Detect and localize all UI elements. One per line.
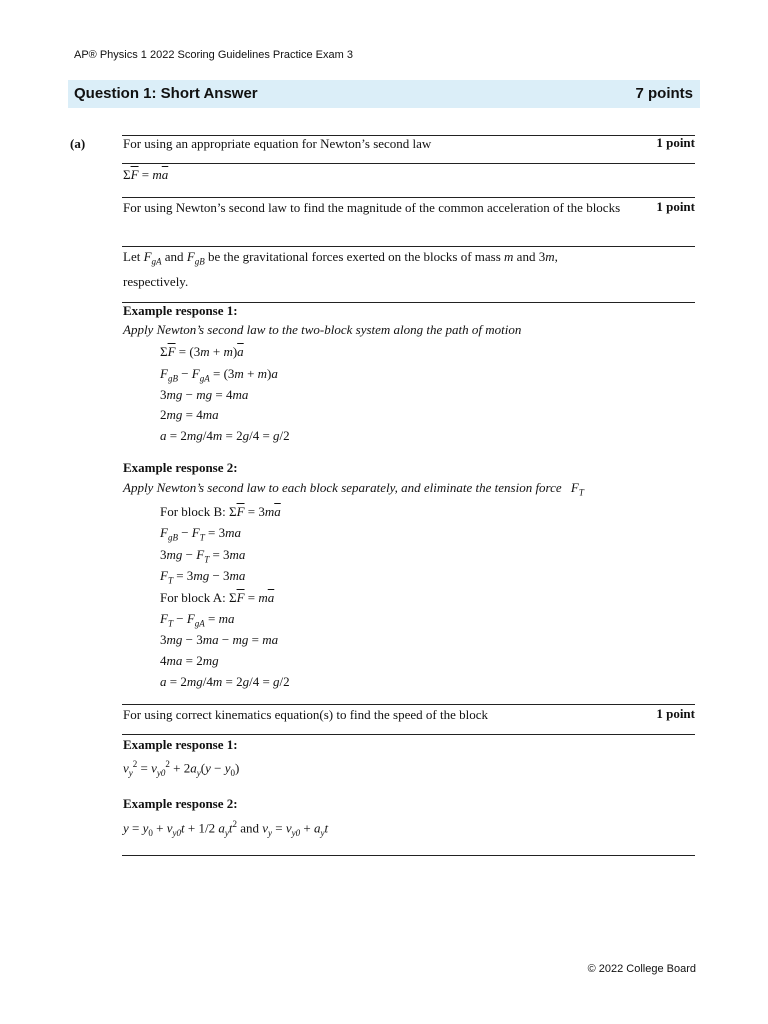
criterion-1-text: For using an appropriate equation for Newton’s second law [123,136,432,151]
divider [122,197,695,198]
divider [122,734,695,735]
definition-text-b: respectively. [123,274,189,289]
equation: 4ma = 2mg [160,653,219,668]
equation: $y = y_0 + v_{y0}t + 1/2$ $a_yt^2$ and $v_y = v_{y0} + a_yt$ [123,819,329,838]
criterion-3-points: 1 point [656,706,695,721]
kinematics-example-2-label: Example response 2: [123,796,238,811]
example-2-description-line: Apply Newton’s second law to each block separately, and eliminate the tension force $F_T$ [123,480,584,498]
definition-text: Let $F_{gA}$ and $F_{gB}$ be the gravitational forces exerted on the blocks of mass m and 3m, [123,249,558,267]
question-points: 7 points [635,85,693,102]
part-label: (a) [70,136,86,151]
equation: 3mg − 3ma − mg = ma [160,632,279,647]
example-1-description: Apply Newton’s second law to the two-block system along the path of motion [123,322,522,337]
page-header: AP® Physics 1 2022 Scoring Guidelines Practice Exam 3 [74,49,353,61]
equation: $F_T - F_{gA}$ = ma [160,611,235,629]
block-b-label: For block B: [160,504,226,519]
divider [122,855,695,856]
equation: 2mg = 4ma [160,407,219,422]
equation: $F_{gB} - F_T = 3ma$ [160,525,241,543]
definition-text-a: be the gravitational forces exerted on the blocks of mass [208,249,501,264]
equation: $3mg - F_T = 3ma$ [160,547,246,565]
block-a-label: For block A: [160,590,226,605]
criterion-3-text: For using correct kinematics equation(s) to find the speed of the block [123,707,488,722]
question-title: Question 1: Short Answer [74,85,258,102]
footer-copyright: © 2022 College Board [587,963,696,975]
equation: $F_{gB} - F_{gA} = (3m + m)a$ [160,366,278,384]
divider [122,704,695,705]
equation: For block B: $\Sigma\overline{F} = 3m\overline{a}$ [160,504,281,519]
divider [122,246,695,247]
equation: $\Sigma\overline{F} = m\overline{a}$ [123,167,169,182]
equation: $F_T = 3mg - 3ma$ [160,568,246,586]
divider [122,163,695,164]
criterion-2-text: For using Newton’s second law to find the magnitude of the common acceleration of the blocks [123,200,621,215]
equation: For block A: $\Sigma\overline{F} = m\overline{a}$ [160,590,275,605]
equation: a = 2mg/4m = 2g/4 = g/2 [160,428,290,443]
equation: a = 2mg/4m = 2g/4 = g/2 [160,674,290,689]
equation: $\Sigma\overline{F} = (3m + m)\overline{a}$ [160,344,244,359]
example-2-description: Apply Newton’s second law to each block separately, and eliminate the tension force [123,480,562,495]
criterion-2-points: 1 point [656,199,695,214]
example-2-label: Example response 2: [123,460,238,475]
kinematics-example-1-label: Example response 1: [123,737,238,752]
question-banner [68,80,700,108]
criterion-1-points: 1 point [656,135,695,150]
equation: 3mg − mg = 4ma [160,387,249,402]
equation: $v_y^2 = v_{y0}^2 + 2a_y(y - y_0)$ [123,759,240,778]
example-1-label: Example response 1: [123,303,238,318]
